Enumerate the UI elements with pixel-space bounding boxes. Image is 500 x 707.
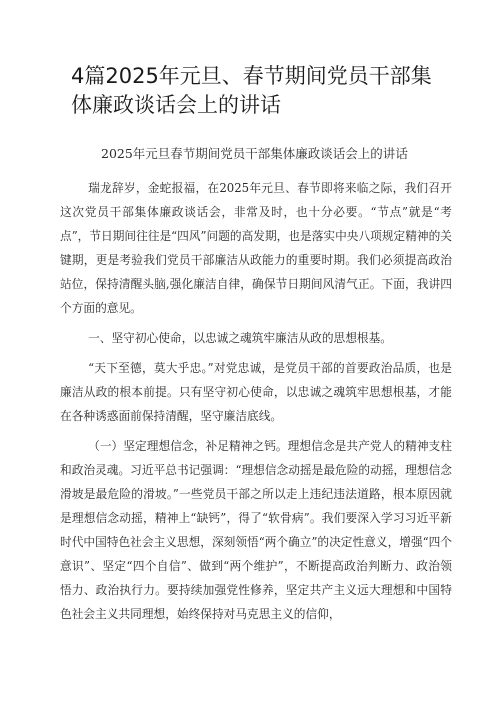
subsection-paragraph: （一）坚定理想信念，补足精神之钙。理想信念是共产党人的精神支柱和政治灵魂。习近平总书记强调：“理想信念动摇是最危险的动摇，理想信念滑坡是最危险的滑坡。”一些党员干部之所以走上违纪违法道路，根本原因就是理想信念动摇，精神上“缺钙”，得了“软骨病”。我们要深入学习习近平新时代中国特色社会主义思想，深刻领悟“两个确立”的决定性意义，增强“四个意识”、坚定“四个自信”、做到“两个维护”，不断提高政治判断力、政治领悟力、政治执行力。要持续加强党性修养，坚定共产主义远大理想和中国特色社会主义共同理想，始终保持对马克思主义的信仰，	[60, 439, 452, 621]
document-title: 4篇2025年元旦、春节期间党员干部集体廉政谈话会上的讲话	[71, 64, 432, 117]
intro-paragraph: 瑞龙辞岁，金蛇报福，在2025年元旦、春节即将来临之际，我们召开这次党员干部集体廉政谈话会，非常及时，也十分必要。“节点”就是“考点”，节日期间往往是“四风”问题的高发期，也是落实中央八项规定精神的关键期，更是考验我们党员干部廉洁从政能力的重要时期。我们必须提高政治站位，保持清醒头脑,强化廉洁自律，确保节日期间风清气正。下面，我讲四个方面的意见。	[60, 181, 452, 315]
document-body	[60, 176, 452, 632]
speech-title: 2025年元旦春节期间党员干部集体廉政谈话会上的讲话	[101, 146, 408, 161]
section-heading: 一、坚守初心使命，以忠诚之魂筑牢廉洁从政的思想根基。	[88, 331, 392, 345]
body-paragraph: “天下至德，莫大乎忠。”对党忠诚，是党员干部的首要政治品质，也是廉洁从政的根本前提。只有坚守初心使命，以忠诚之魂筑牢思想根基，才能在各种诱惑面前保持清醒，坚守廉洁底线。	[60, 361, 452, 423]
